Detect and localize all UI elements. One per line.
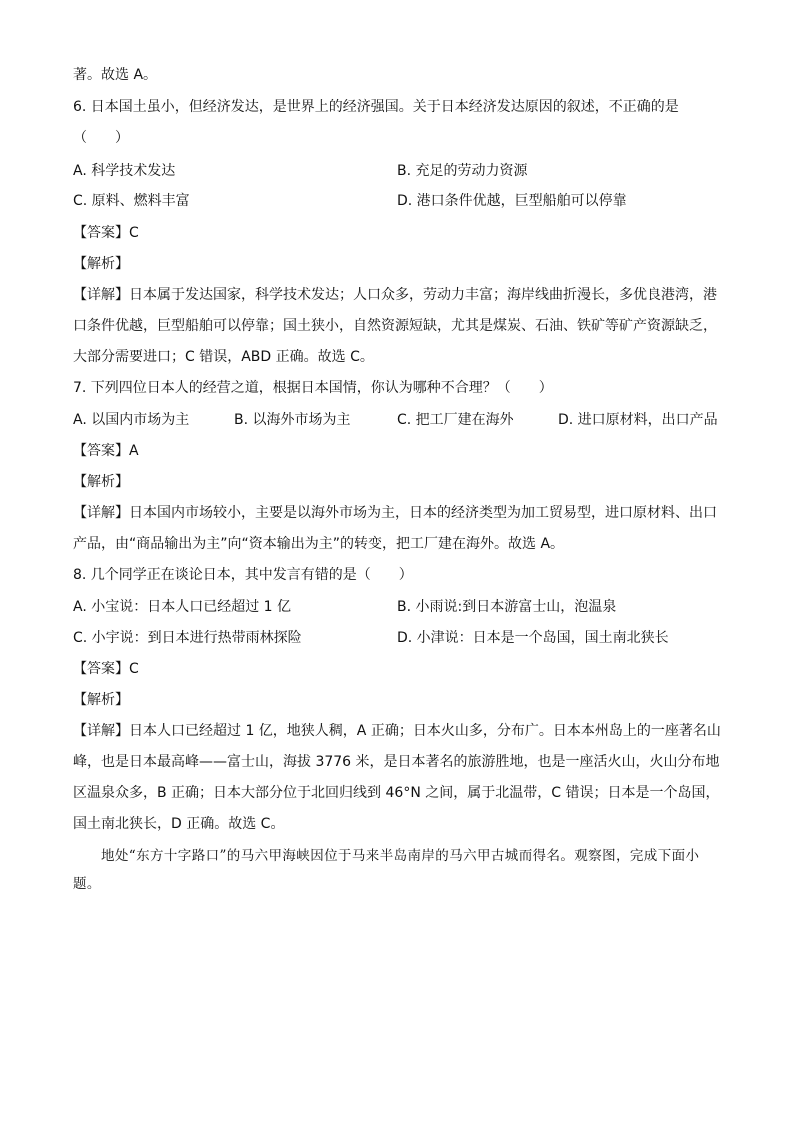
prev-answer-tail: 著。故选 A。 <box>73 67 158 83</box>
question-6-detail-line-3: 大部分需要进口；C 错误，ABD 正确。故选 C。 <box>73 349 374 365</box>
question-7-option-a: A. 以国内市场为主 <box>73 412 190 428</box>
question-6-stem: 6. 日本国土虽小，但经济发达，是世界上的经济强国。关于日本经济发达原因的叙述，不正确的是 <box>73 99 679 115</box>
question-6-option-c: C. 原料、燃料丰富 <box>73 193 190 209</box>
question-8-answer: 【答案】C <box>73 661 139 677</box>
question-6-detail-line-1: 【详解】日本属于发达国家，科学技术发达；人口众多，劳动力丰富；海岸线曲折漫长，多优良港湾，港 <box>73 287 717 303</box>
question-7-answer: 【答案】A <box>73 443 139 459</box>
question-7-detail-line-2: 产品，由“商品输出为主”向“资本输出为主”的转变，把工厂建在海外。故选 A。 <box>73 536 565 552</box>
question-6-option-a: A. 科学技术发达 <box>73 163 176 179</box>
question-8-option-d: D. 小津说：日本是一个岛国，国土南北狭长 <box>397 630 669 646</box>
question-6-paren: （ ） <box>73 130 129 146</box>
question-8-detail-line-3: 区温泉众多，B 正确；日本大部分位于北回归线到 46°N 之间，属于北温带，C 错误；日本是一个岛国， <box>73 785 720 801</box>
question-7-analysis-label: 【解析】 <box>73 474 129 490</box>
question-6-option-b: B. 充足的劳动力资源 <box>397 163 528 179</box>
question-6-analysis-label: 【解析】 <box>73 256 129 272</box>
question-6-answer: 【答案】C <box>73 225 139 241</box>
reading-passage-intro: 地处“东方十字路口”的马六甲海峡因位于马来半岛南岸的马六甲古城而得名。观察图，完成下面小题。 <box>73 848 700 892</box>
question-8-detail-line-2: 峰，也是日本最高峰——富士山，海拔 3776 米，是日本著名的旅游胜地，也是一座活火山，火山分布地 <box>73 754 720 770</box>
question-7-stem: 7. 下列四位日本人的经营之道，根据日本国情，你认为哪种不合理？（ ） <box>73 380 553 396</box>
question-8-detail-line-4: 国土南北狭长，D 正确。故选 C。 <box>73 816 285 832</box>
question-8-option-b: B. 小雨说:到日本游富士山，泡温泉 <box>397 599 617 615</box>
question-8-option-c: C. 小宇说：到日本进行热带雨林探险 <box>73 630 302 646</box>
question-6-option-d: D. 港口条件优越，巨型船舶可以停靠 <box>397 193 627 209</box>
question-8-stem: 8. 几个同学正在谈论日本，其中发言有错的是（ ） <box>73 567 413 583</box>
question-7-option-b: B. 以海外市场为主 <box>234 412 351 428</box>
question-8-analysis-label: 【解析】 <box>73 692 129 708</box>
question-8-option-a: A. 小宝说：日本人口已经超过 1 亿 <box>73 599 292 615</box>
question-6-detail-line-2: 口条件优越，巨型船舶可以停靠；国土狭小，自然资源短缺，尤其是煤炭、石油、铁矿等矿产资源缺乏， <box>73 318 717 334</box>
question-7-detail-line-1: 【详解】日本国内市场较小，主要是以海外市场为主，日本的经济类型为加工贸易型，进口原材料、出口 <box>73 505 717 521</box>
question-8-detail-line-1: 【详解】日本人口已经超过 1 亿，地狭人稠，A 正确；日本火山多，分布广。日本本州岛上的一座著名山 <box>73 723 721 739</box>
question-7-option-c: C. 把工厂建在海外 <box>397 412 514 428</box>
question-7-option-d: D. 进口原材料，出口产品 <box>558 412 718 428</box>
